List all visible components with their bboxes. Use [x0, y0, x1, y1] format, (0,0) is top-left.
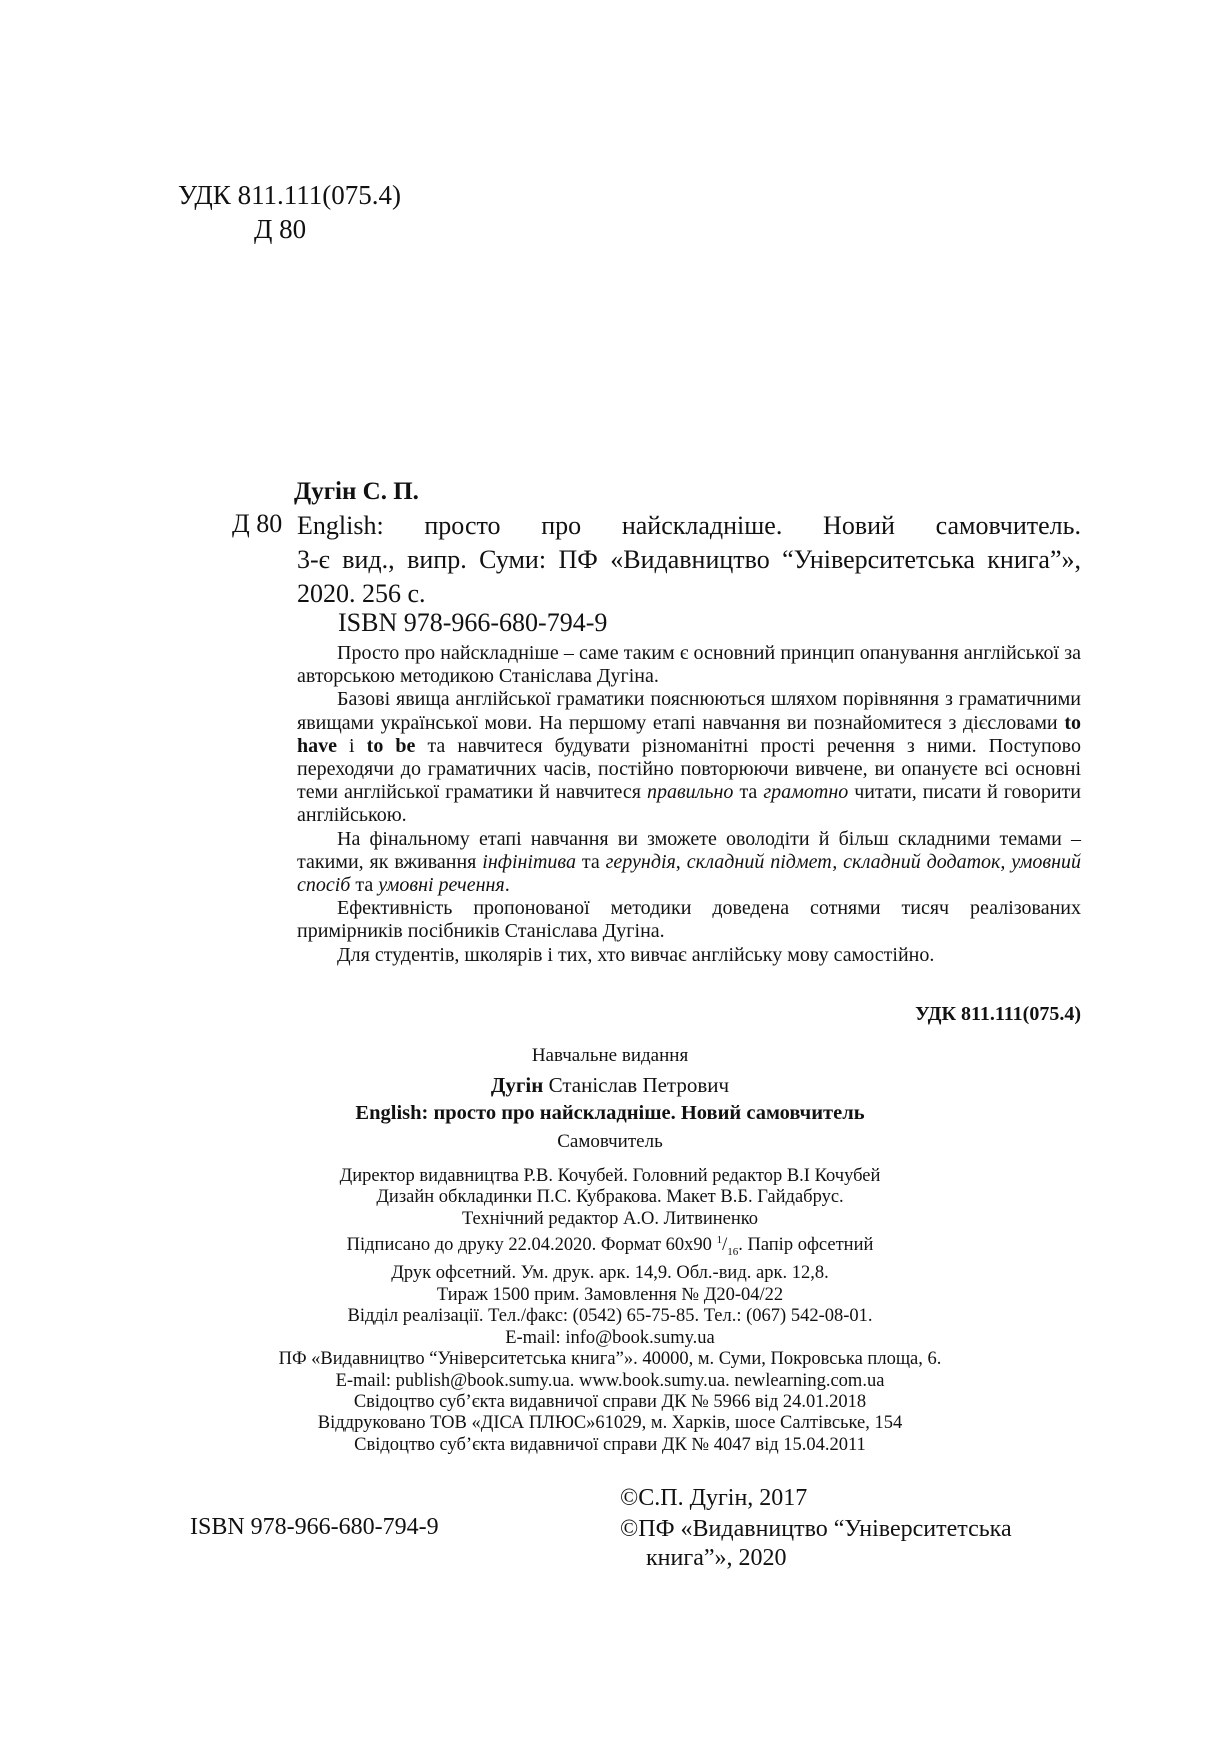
imprint-line: Технічний редактор А.О. Литвиненко: [461, 1208, 759, 1229]
edition-type: Навчальне видання: [531, 1045, 689, 1066]
annotation-paragraph: Базові явища англійської граматики пояснюються шляхом порівняння з граматичними явищами української мови. На першому етапі навчання ви познайомитеся з дієсловами to have і to be та навчитеся будувати різноманітні прості речення з ними. Поступово переходячи до граматичних часів, постійно повторюючи вивчене, ви опануєте всі основні теми англійської граматики й навчитеся правильно та грамотно читати, писати й говорити англійською.: [297, 688, 1081, 827]
imprint-line: Свідоцтво суб’єкта видавничої справи ДК № 4047 від 15.04.2011: [354, 1434, 866, 1455]
imprint-line: E-mail: publish@book.sumy.ua. www.book.sumy.ua. newlearning.com.ua: [335, 1370, 885, 1391]
imprint-line: Друк офсетний. Ум. друк. арк. 14,9. Обл.-вид. арк. 12,8.: [391, 1263, 829, 1284]
copyright-block: [620, 1483, 1012, 1545]
imprint-line: ПФ «Видавництво “Університетська книга”». 40000, м. Суми, Покровська площа, 6.: [278, 1349, 942, 1370]
annotation: [297, 642, 1081, 967]
edition-author: Дугін Станіслав Петрович: [490, 1073, 730, 1097]
udc-code: УДК 811.111(075.4): [178, 180, 402, 210]
annotation-udc: УДК 811.111(075.4): [915, 1003, 1081, 1025]
imprint-line: Свідоцтво суб’єкта видавничої справи ДК № 5966 від 24.01.2018: [353, 1391, 867, 1412]
bib-line: English: просто про найскладніше. Новий самовчитель.: [297, 511, 1081, 540]
annotation-paragraph: Ефективність пропонованої методики доведена сотнями тисяч реалізованих примірників посібників Станіслава Дугіна.: [297, 897, 1081, 943]
bib-isbn: ISBN 978-966-680-794-9: [338, 608, 608, 637]
bib-line: 2020. 256 с.: [297, 579, 426, 608]
copyright-line: книга”», 2020: [646, 1545, 787, 1571]
imprint-line: Підписано до друку 22.04.2020. Формат 60х90 $^1/_{16}$. Папір офсетний: [346, 1234, 874, 1259]
bib-author-mark: Д 80: [232, 509, 283, 538]
imprint-line: E-mail: info@book.sumy.ua: [505, 1327, 715, 1348]
author-mark: Д 80: [254, 214, 307, 244]
bib-line: 3-є вид., випр. Суми: ПФ «Видавництво “Університетська книга”»,: [297, 545, 1081, 574]
edition-title: English: просто про найскладніше. Новий самовчитель: [355, 1102, 865, 1124]
copyright-line: ©С.П. Дугін, 2017: [620, 1485, 808, 1511]
edition-genre: Самовчитель: [557, 1131, 663, 1152]
imprint: [0, 1166, 1220, 1456]
imprint-line: Відділ реалізації. Тел./факс: (0542) 65-75-85. Тел.: (067) 542-08-01.: [347, 1306, 873, 1327]
bib-record: [297, 509, 1081, 611]
annotation-paragraph: Для студентів, школярів і тих, хто вивчає англійську мову самостійно.: [337, 943, 935, 966]
imprint-line: Тираж 1500 прим. Замовлення № Д20-04/22: [436, 1284, 784, 1305]
annotation-paragraph: Просто про найскладніше – саме таким є основний принцип опанування англійської за авторською методикою Станіслава Дугіна.: [297, 642, 1081, 688]
imprint-line: Директор видавництва Р.В. Кочубей. Головний редактор В.І Кочубей: [339, 1166, 881, 1186]
copyright-line: ©ПФ «Видавництво “Університетська: [620, 1516, 1012, 1542]
annotation-paragraph: На фінальному етапі навчання ви зможете оволодіти й більш складними темами – такими, як вживання інфінітива та герундія, складний підмет, складний додаток, умовний спосіб та умовні речення.: [297, 827, 1082, 897]
imprint-line: Віддруковано ТОВ «ДІСА ПЛЮС»61029, м. Харків, шосе Салтівське, 154: [317, 1413, 903, 1434]
imprint-line: Дизайн обкладинки П.С. Кубракова. Макет В.Б. Гайдабрус.: [376, 1187, 844, 1208]
footer-isbn: ISBN 978-966-680-794-9: [190, 1514, 439, 1540]
bib-author: Дугін С. П.: [294, 478, 419, 505]
